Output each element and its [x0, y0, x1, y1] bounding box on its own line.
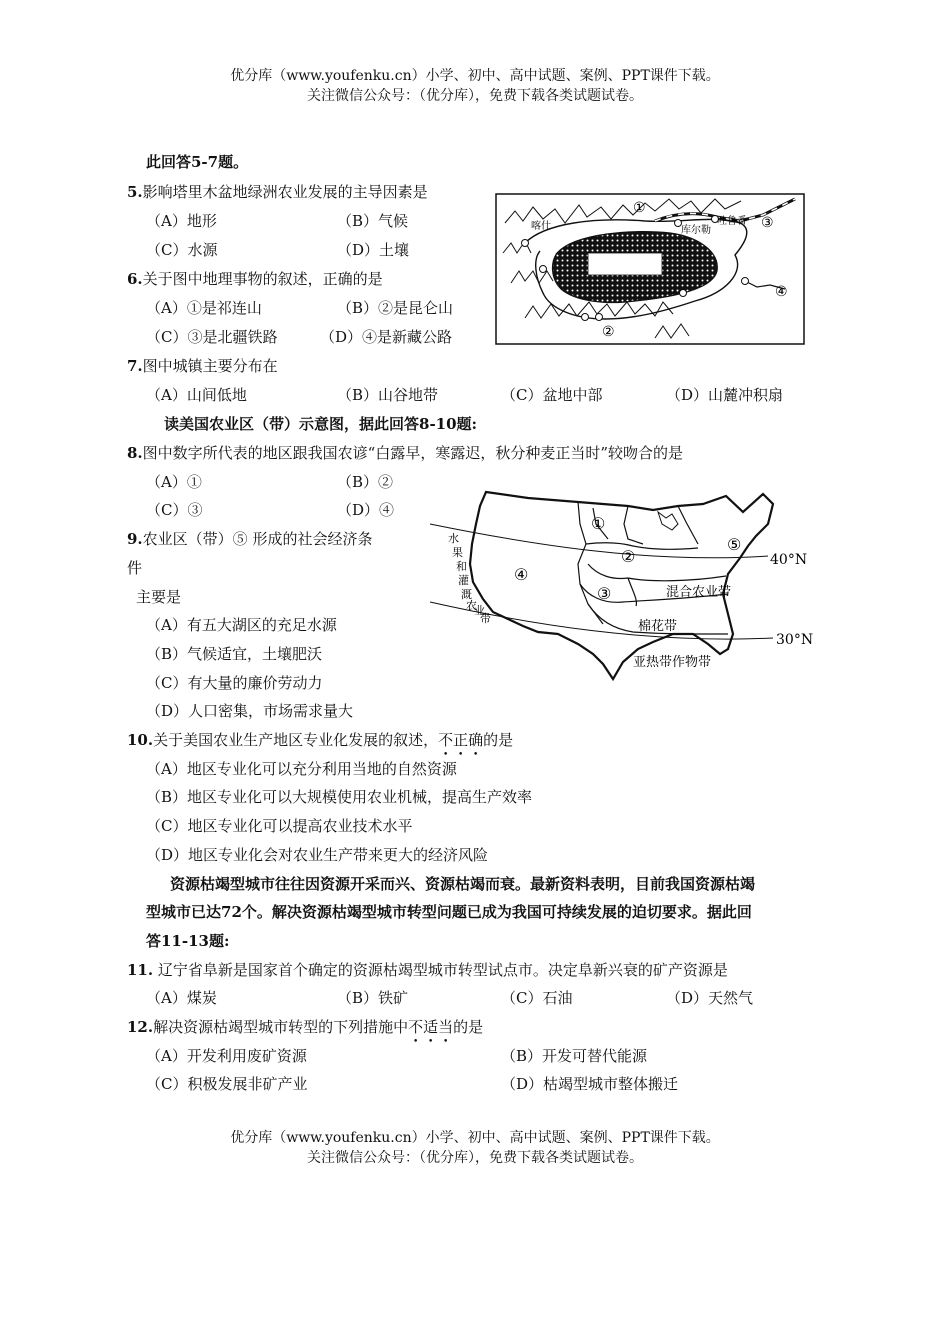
q10-option-b: （B）地区专业化可以大规模使用农业机械，提高生产效率: [146, 788, 533, 806]
question-9-cont2: 主要是: [136, 588, 182, 606]
desert-label-box: [588, 253, 662, 275]
question-11: [127, 959, 728, 981]
emphasis-char: 当: [438, 1018, 454, 1036]
q7-option-b: （B）山谷地带: [337, 386, 439, 404]
region-4: ④: [514, 565, 529, 584]
svg-text:果: 果: [452, 546, 463, 559]
label-30n: 30°N: [776, 632, 814, 648]
question-stem: 图中城镇主要分布在: [142, 357, 278, 375]
question-stem: 辽宁省阜新是国家首个确定的资源枯竭型城市转型试点市。决定阜新兴衰的矿产资源是: [153, 961, 728, 979]
question-stem-end: 的是: [483, 731, 514, 749]
label-40n: 40°N: [770, 552, 808, 568]
question-number: 11.: [127, 961, 154, 979]
marker-3: ③: [761, 215, 774, 231]
intro-5-7: 此回答5-7题。: [146, 153, 249, 171]
q6-option-b: （B）②是昆仑山: [337, 299, 454, 317]
q7-option-d: （D）山麓冲积扇: [666, 386, 784, 404]
emphasis-char: 不: [408, 1018, 424, 1036]
q5-option-a: （A）地形: [146, 212, 217, 230]
svg-text:和: 和: [456, 560, 467, 573]
intro-11-13-line3: 答11-13题:: [146, 932, 230, 950]
marker-1: ①: [633, 200, 646, 216]
q6-option-d: （D）④是新藏公路: [320, 328, 453, 346]
label-turpan: 吐鲁番: [717, 216, 747, 227]
question-9-cont: 件: [127, 559, 143, 577]
q12-option-c: （C）积极发展非矿产业: [146, 1075, 308, 1093]
q11-option-b: （B）铁矿: [337, 989, 409, 1007]
q8-option-d: （D）④: [337, 501, 395, 519]
usa-agriculture-map: [428, 484, 818, 684]
question-stem: 解决资源枯竭型城市转型的下列措施中: [153, 1018, 409, 1036]
q6-option-a: （A）①是祁连山: [146, 299, 262, 317]
svg-text:农: 农: [466, 599, 477, 612]
region-5: ⑤: [727, 535, 742, 554]
footer-line-1: 优分库（www.youfenku.cn）小学、初中、高中试题、案例、PPT课件下载。: [230, 1130, 720, 1146]
label-korla: 库尔勒: [681, 225, 711, 236]
question-stem: 图中数字所代表的地区跟我国农谚“白露早，寒露迟，秋分种麦正当时”较吻合的是: [142, 444, 684, 462]
question-stem: 影响塔里木盆地绿洲农业发展的主导因素是: [142, 183, 428, 201]
label-mixed-belt: 混合农业带: [666, 585, 732, 600]
question-number: 8.: [127, 444, 143, 462]
q12-option-d: （D）枯竭型城市整体搬迁: [501, 1075, 679, 1093]
q5-option-c: （C）水源: [146, 241, 218, 259]
question-number: 7.: [127, 357, 143, 375]
question-stem-end: 的是: [453, 1018, 484, 1036]
label-cotton-belt: 棉花带: [638, 619, 678, 634]
q10-option-a: （A）地区专业化可以充分利用当地的自然资源: [146, 760, 457, 778]
q12-option-a: （A）开发利用废矿资源: [146, 1047, 307, 1065]
question-number: 6.: [127, 270, 143, 288]
footer-line-2: 关注微信公众号：（优分库），免费下载各类试题试卷。: [307, 1150, 643, 1166]
emphasis-char: 确: [468, 731, 484, 749]
question-7: [127, 355, 278, 377]
question-stem: 关于图中地理事物的叙述，正确的是: [142, 270, 383, 288]
question-5: [127, 181, 428, 203]
svg-text:溉: 溉: [461, 588, 472, 601]
label-kashi: 喀什: [531, 221, 551, 232]
marker-4: ④: [775, 284, 788, 300]
question-number: 12.: [127, 1018, 154, 1036]
question-6: [127, 268, 383, 290]
q10-option-c: （C）地区专业化可以提高农业技术水平: [146, 817, 413, 835]
q9-option-d: （D）人口密集，市场需求量大: [146, 702, 354, 720]
question-9: [127, 528, 372, 550]
q6-option-c: （C）③是北疆铁路: [146, 328, 278, 346]
q7-option-c: （C）盆地中部: [501, 386, 603, 404]
emphasis-char: 适: [423, 1018, 439, 1036]
q7-option-a: （A）山间低地: [146, 386, 247, 404]
q5-option-d: （D）土壤: [337, 241, 410, 259]
emphasis-char: 正: [453, 731, 469, 749]
region-3: ③: [597, 584, 612, 603]
q11-option-c: （C）石油: [501, 989, 573, 1007]
q9-option-b: （B）气候适宜，土壤肥沃: [146, 645, 323, 663]
question-8: [127, 442, 683, 464]
question-number: 9.: [127, 530, 143, 548]
emphasis-char: 不: [438, 731, 454, 749]
q11-option-d: （D）天然气: [666, 989, 754, 1007]
question-number: 10.: [127, 731, 154, 749]
svg-text:水: 水: [448, 532, 459, 545]
region-2: ②: [621, 547, 636, 566]
q9-option-c: （C）有大量的廉价劳动力: [146, 674, 323, 692]
question-stem: 关于美国农业生产地区专业化发展的叙述，: [153, 731, 439, 749]
marker-2: ②: [602, 324, 615, 340]
header-line-1: 优分库（www.youfenku.cn）小学、初中、高中试题、案例、PPT课件下载。: [230, 68, 720, 84]
svg-text:灌: 灌: [458, 574, 469, 587]
question-12: [127, 1016, 483, 1038]
svg-text:业: 业: [474, 604, 485, 617]
q11-option-a: （A）煤炭: [146, 989, 217, 1007]
q8-option-a: （A）①: [146, 473, 202, 491]
q12-option-b: （B）开发可替代能源: [501, 1047, 648, 1065]
region-1: ①: [591, 514, 606, 533]
header-line-2: 关注微信公众号：（优分库），免费下载各类试题试卷。: [307, 88, 643, 104]
q8-option-b: （B）②: [337, 473, 394, 491]
intro-8-10: 读美国农业区（带）示意图，据此回答8-10题:: [164, 415, 478, 433]
tarim-basin-map: [495, 193, 805, 345]
question-number: 5.: [127, 183, 143, 201]
question-10: [127, 729, 513, 751]
q10-option-d: （D）地区专业化会对农业生产带来更大的经济风险: [146, 846, 489, 864]
intro-11-13-line2: 型城市已达72个。解决资源枯竭型城市转型问题已成为我国可持续发展的迫切要求。据此回: [146, 903, 752, 921]
q9-option-a: （A）有五大湖区的充足水源: [146, 616, 337, 634]
label-subtropical-belt: 亚热带作物带: [633, 655, 712, 670]
intro-11-13-line1: 资源枯竭型城市往往因资源开采而兴、资源枯竭而衰。最新资料表明，目前我国资源枯竭: [170, 875, 756, 893]
q8-option-c: （C）③: [146, 501, 203, 519]
question-stem: 农业区（带）⑤ 形成的社会经济条: [142, 530, 373, 548]
svg-text:带: 带: [480, 612, 491, 625]
q5-option-b: （B）气候: [337, 212, 409, 230]
